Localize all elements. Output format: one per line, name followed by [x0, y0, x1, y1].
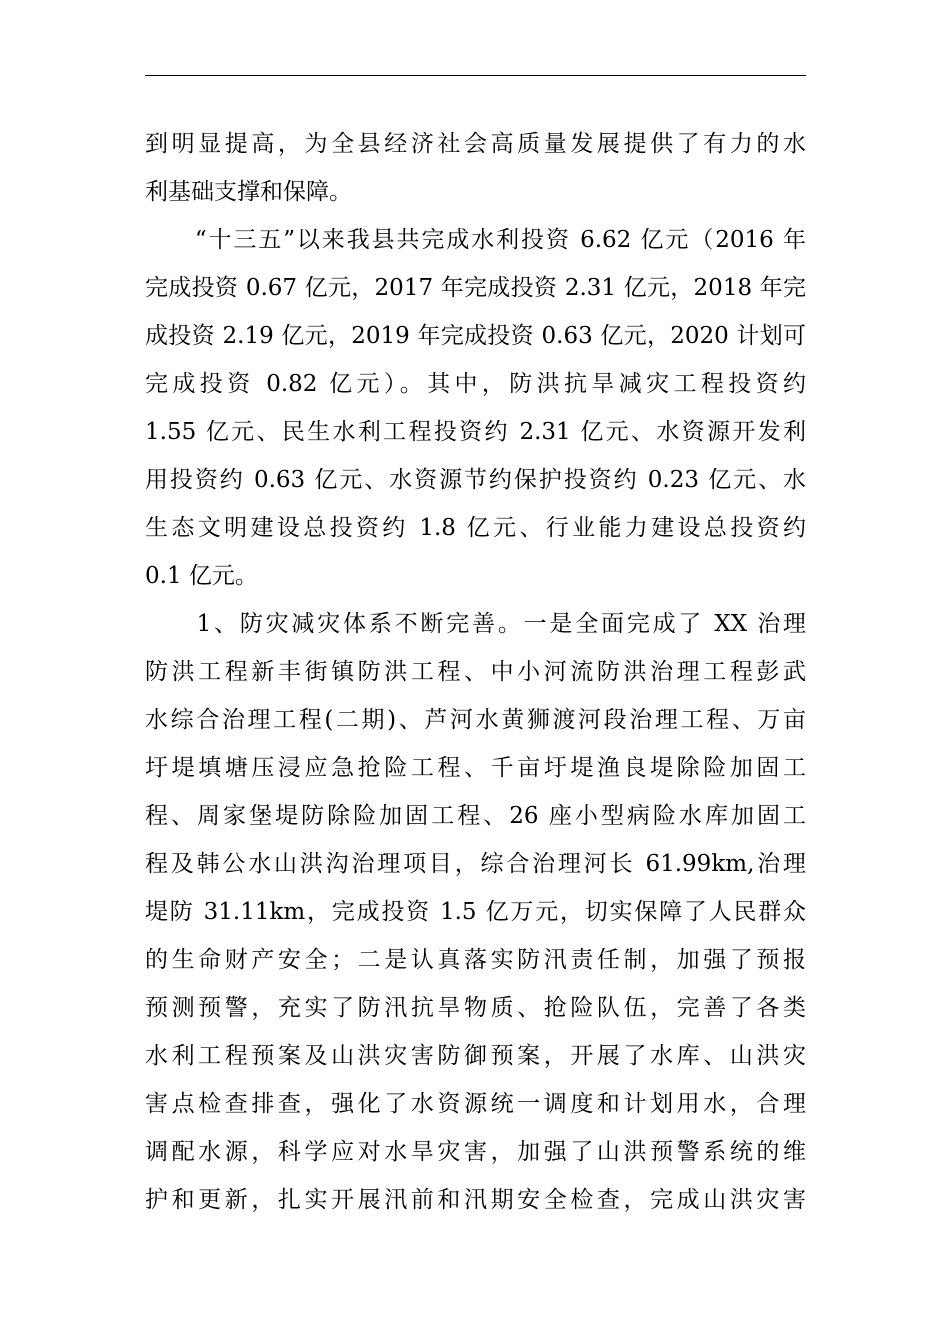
text-line: 到明显提高，为全县经济社会高质量发展提供了有力的水 — [145, 131, 806, 157]
text-line: 完成投资 0.82 亿元）。其中，防洪抗旱减灾工程投资约 — [145, 371, 806, 397]
text-line: 水利工程预案及山洪灾害防御预案，开展了水库、山洪灾 — [145, 1043, 806, 1069]
text-line: “十三五”以来我县共完成水利投资 6.62 亿元（2016 年 — [145, 227, 806, 253]
text-line: 程及韩公水山洪沟治理项目，综合治理河长 61.99km,治理 — [145, 851, 806, 877]
text-line: 1、防灾减灾体系不断完善。一是全面完成了 XX 治理 — [145, 611, 806, 637]
text-line: 预测预警，充实了防汛抗旱物质、抢险队伍，完善了各类 — [145, 995, 806, 1021]
header-rule — [145, 75, 806, 76]
text-line: 水综合治理工程(二期)、芦河水黄狮渡河段治理工程、万亩 — [145, 707, 806, 733]
text-line: 利基础支撑和保障。 — [145, 179, 352, 205]
text-line: 生态文明建设总投资约 1.8 亿元、行业能力建设总投资约 — [145, 515, 806, 541]
text-line: 0.1 亿元。 — [145, 563, 258, 589]
text-line: 害点检查排查，强化了水资源统一调度和计划用水，合理 — [145, 1091, 806, 1117]
text-line: 用投资约 0.63 亿元、水资源节约保护投资约 0.23 亿元、水 — [145, 467, 806, 493]
text-line: 防洪工程新丰街镇防洪工程、中小河流防洪治理工程彭武 — [145, 659, 806, 685]
text-line: 的生命财产安全；二是认真落实防汛责任制，加强了预报 — [145, 947, 806, 973]
text-line: 成投资 2.19 亿元，2019 年完成投资 0.63 亿元，2020 计划可 — [145, 323, 806, 349]
text-line: 堤防 31.11km，完成投资 1.5 亿万元，切实保障了人民群众 — [145, 899, 806, 925]
text-line: 完成投资 0.67 亿元，2017 年完成投资 2.31 亿元，2018 年完 — [145, 275, 806, 301]
text-line: 调配水源，科学应对水旱灾害，加强了山洪预警系统的维 — [145, 1139, 806, 1165]
text-line: 1.55 亿元、民生水利工程投资约 2.31 亿元、水资源开发利 — [145, 419, 806, 445]
document-body — [145, 120, 806, 1224]
text-line: 圩堤填塘压浸应急抢险工程、千亩圩堤渔良堤除险加固工 — [145, 755, 806, 781]
text-line: 护和更新，扎实开展汛前和汛期安全检查，完成山洪灾害 — [145, 1187, 806, 1213]
text-line: 程、周家堡堤防除险加固工程、26 座小型病险水库加固工 — [145, 803, 806, 829]
